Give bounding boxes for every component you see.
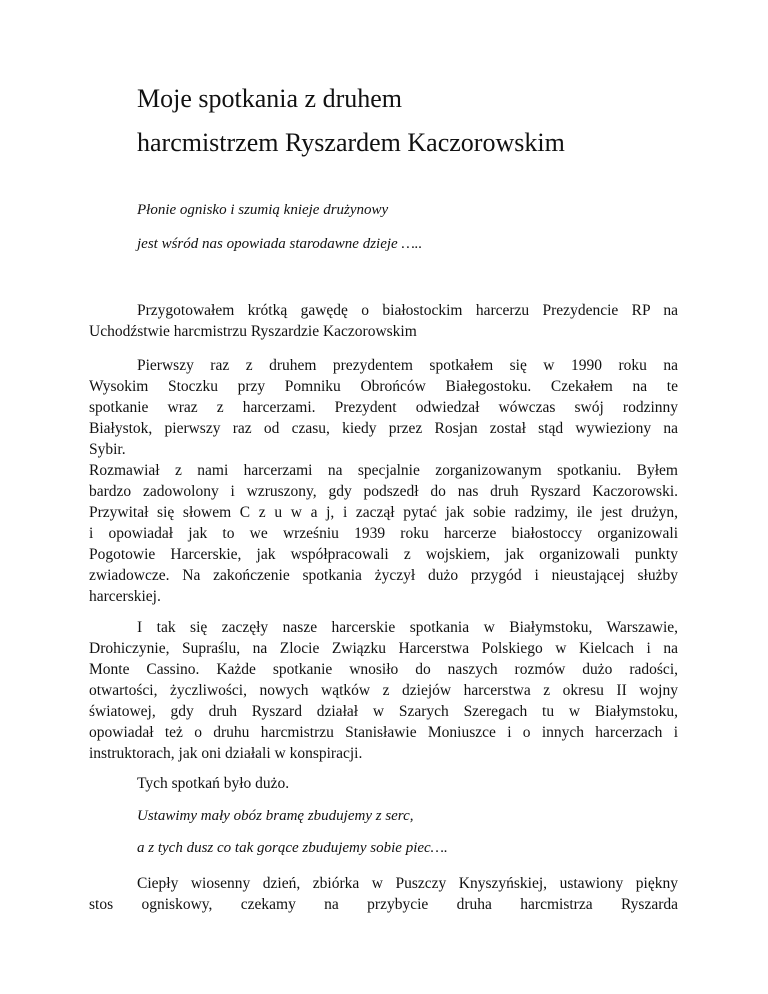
- paragraph-line: Rozmawiał z nami harcerzami na specjalnie zorganizowanym spotkaniu. Byłem: [89, 462, 678, 479]
- paragraph-line: Białystok, pierwszy raz od czasu, kiedy przez Rosjan został stąd wywieziony na: [89, 420, 678, 437]
- paragraph-3: [89, 617, 678, 764]
- paragraph-line: i opowiadał jak to we wrześniu 1939 roku harcerze białostoccy organizowali: [89, 525, 678, 542]
- paragraph-line: spotkanie wraz z harcerzami. Prezydent odwiedzał wówczas swój rodzinny: [89, 399, 678, 416]
- verse-1-line-2: jest wśród nas opowiada starodawne dzieje …..: [137, 236, 423, 252]
- paragraph-line: opowiadał też o druhu harcmistrzu Stanisławie Moniuszce i o innych harcerzach i: [89, 724, 678, 741]
- paragraph-line: bardzo zadowolony i wzruszony, gdy podszedł do nas druh Ryszard Kaczorowski.: [89, 483, 678, 500]
- paragraph-line: Monte Cassino. Każde spotkanie wnosiło do naszych rozmów dużo radości,: [89, 661, 678, 678]
- document-title-line-2: harcmistrzem Ryszardem Kaczorowskim: [137, 128, 565, 157]
- paragraph-line: Przywitał się słowem C z u w a j, i zaczął pytać jak sobie radzimy, ile jest drużyn,: [89, 504, 678, 521]
- verse-2-line-1: Ustawimy mały obóz bramę zbudujemy z serc,: [137, 808, 414, 824]
- paragraph-line: Wysokim Stoczku przy Pomniku Obrońców Białegostoku. Czekałem na te: [89, 378, 678, 395]
- paragraph-line: stos ogniskowy, czekamy na przybycie druha harcmistrza Ryszarda: [89, 896, 678, 913]
- document-title-line-1: Moje spotkania z druhem: [137, 84, 402, 113]
- paragraph-line: harcerskiej.: [89, 588, 161, 605]
- verse-1-line-1: Płonie ognisko i szumią knieje drużynowy: [137, 202, 389, 218]
- verse-2-line-2: a z tych dusz co tak gorące zbudujemy sobie piec….: [137, 840, 448, 856]
- paragraph-line: Pierwszy raz z druhem prezydentem spotkałem się w 1990 roku na: [137, 357, 678, 374]
- paragraph-line: Przygotowałem krótką gawędę o białostockim harcerzu Prezydencie RP na: [137, 302, 678, 319]
- paragraph-line: Ciepły wiosenny dzień, zbiórka w Puszczy Knyszyńskiej, ustawiony piękny: [137, 875, 678, 892]
- paragraph-1: [89, 300, 678, 342]
- paragraph-line: zwiadowcze. Na zakończenie spotkania życzył dużo przygód i nieustającej służby: [89, 567, 678, 584]
- paragraph-5: [89, 873, 678, 915]
- paragraph-line: I tak się zaczęły nasze harcerskie spotkania w Białymstoku, Warszawie,: [137, 619, 678, 636]
- paragraph-line: instruktorach, jak oni działali w konspiracji.: [89, 745, 363, 762]
- paragraph-line: Pogotowie Harcerskie, jak współpracowali z wojskiem, jak organizowali punkty: [89, 546, 678, 563]
- paragraph-line: otwartości, życzliwości, nowych wątków z dziejów harcerstwa z okresu II wojny: [89, 682, 678, 699]
- paragraph-line: światowej, gdy druh Ryszard działał w Szarych Szeregach tu w Białymstoku,: [89, 703, 678, 720]
- paragraph-line: Sybir.: [89, 441, 126, 458]
- paragraph-4: Tych spotkań było dużo.: [137, 775, 290, 792]
- paragraph-line: Drohiczynie, Supraślu, na Zlocie Związku Harcerstwa Polskiego w Kielcach i na: [89, 640, 678, 657]
- paragraph-line: Uchodźstwie harcmistrzu Ryszardzie Kaczorowskim: [89, 323, 417, 340]
- paragraph-2: [89, 355, 678, 607]
